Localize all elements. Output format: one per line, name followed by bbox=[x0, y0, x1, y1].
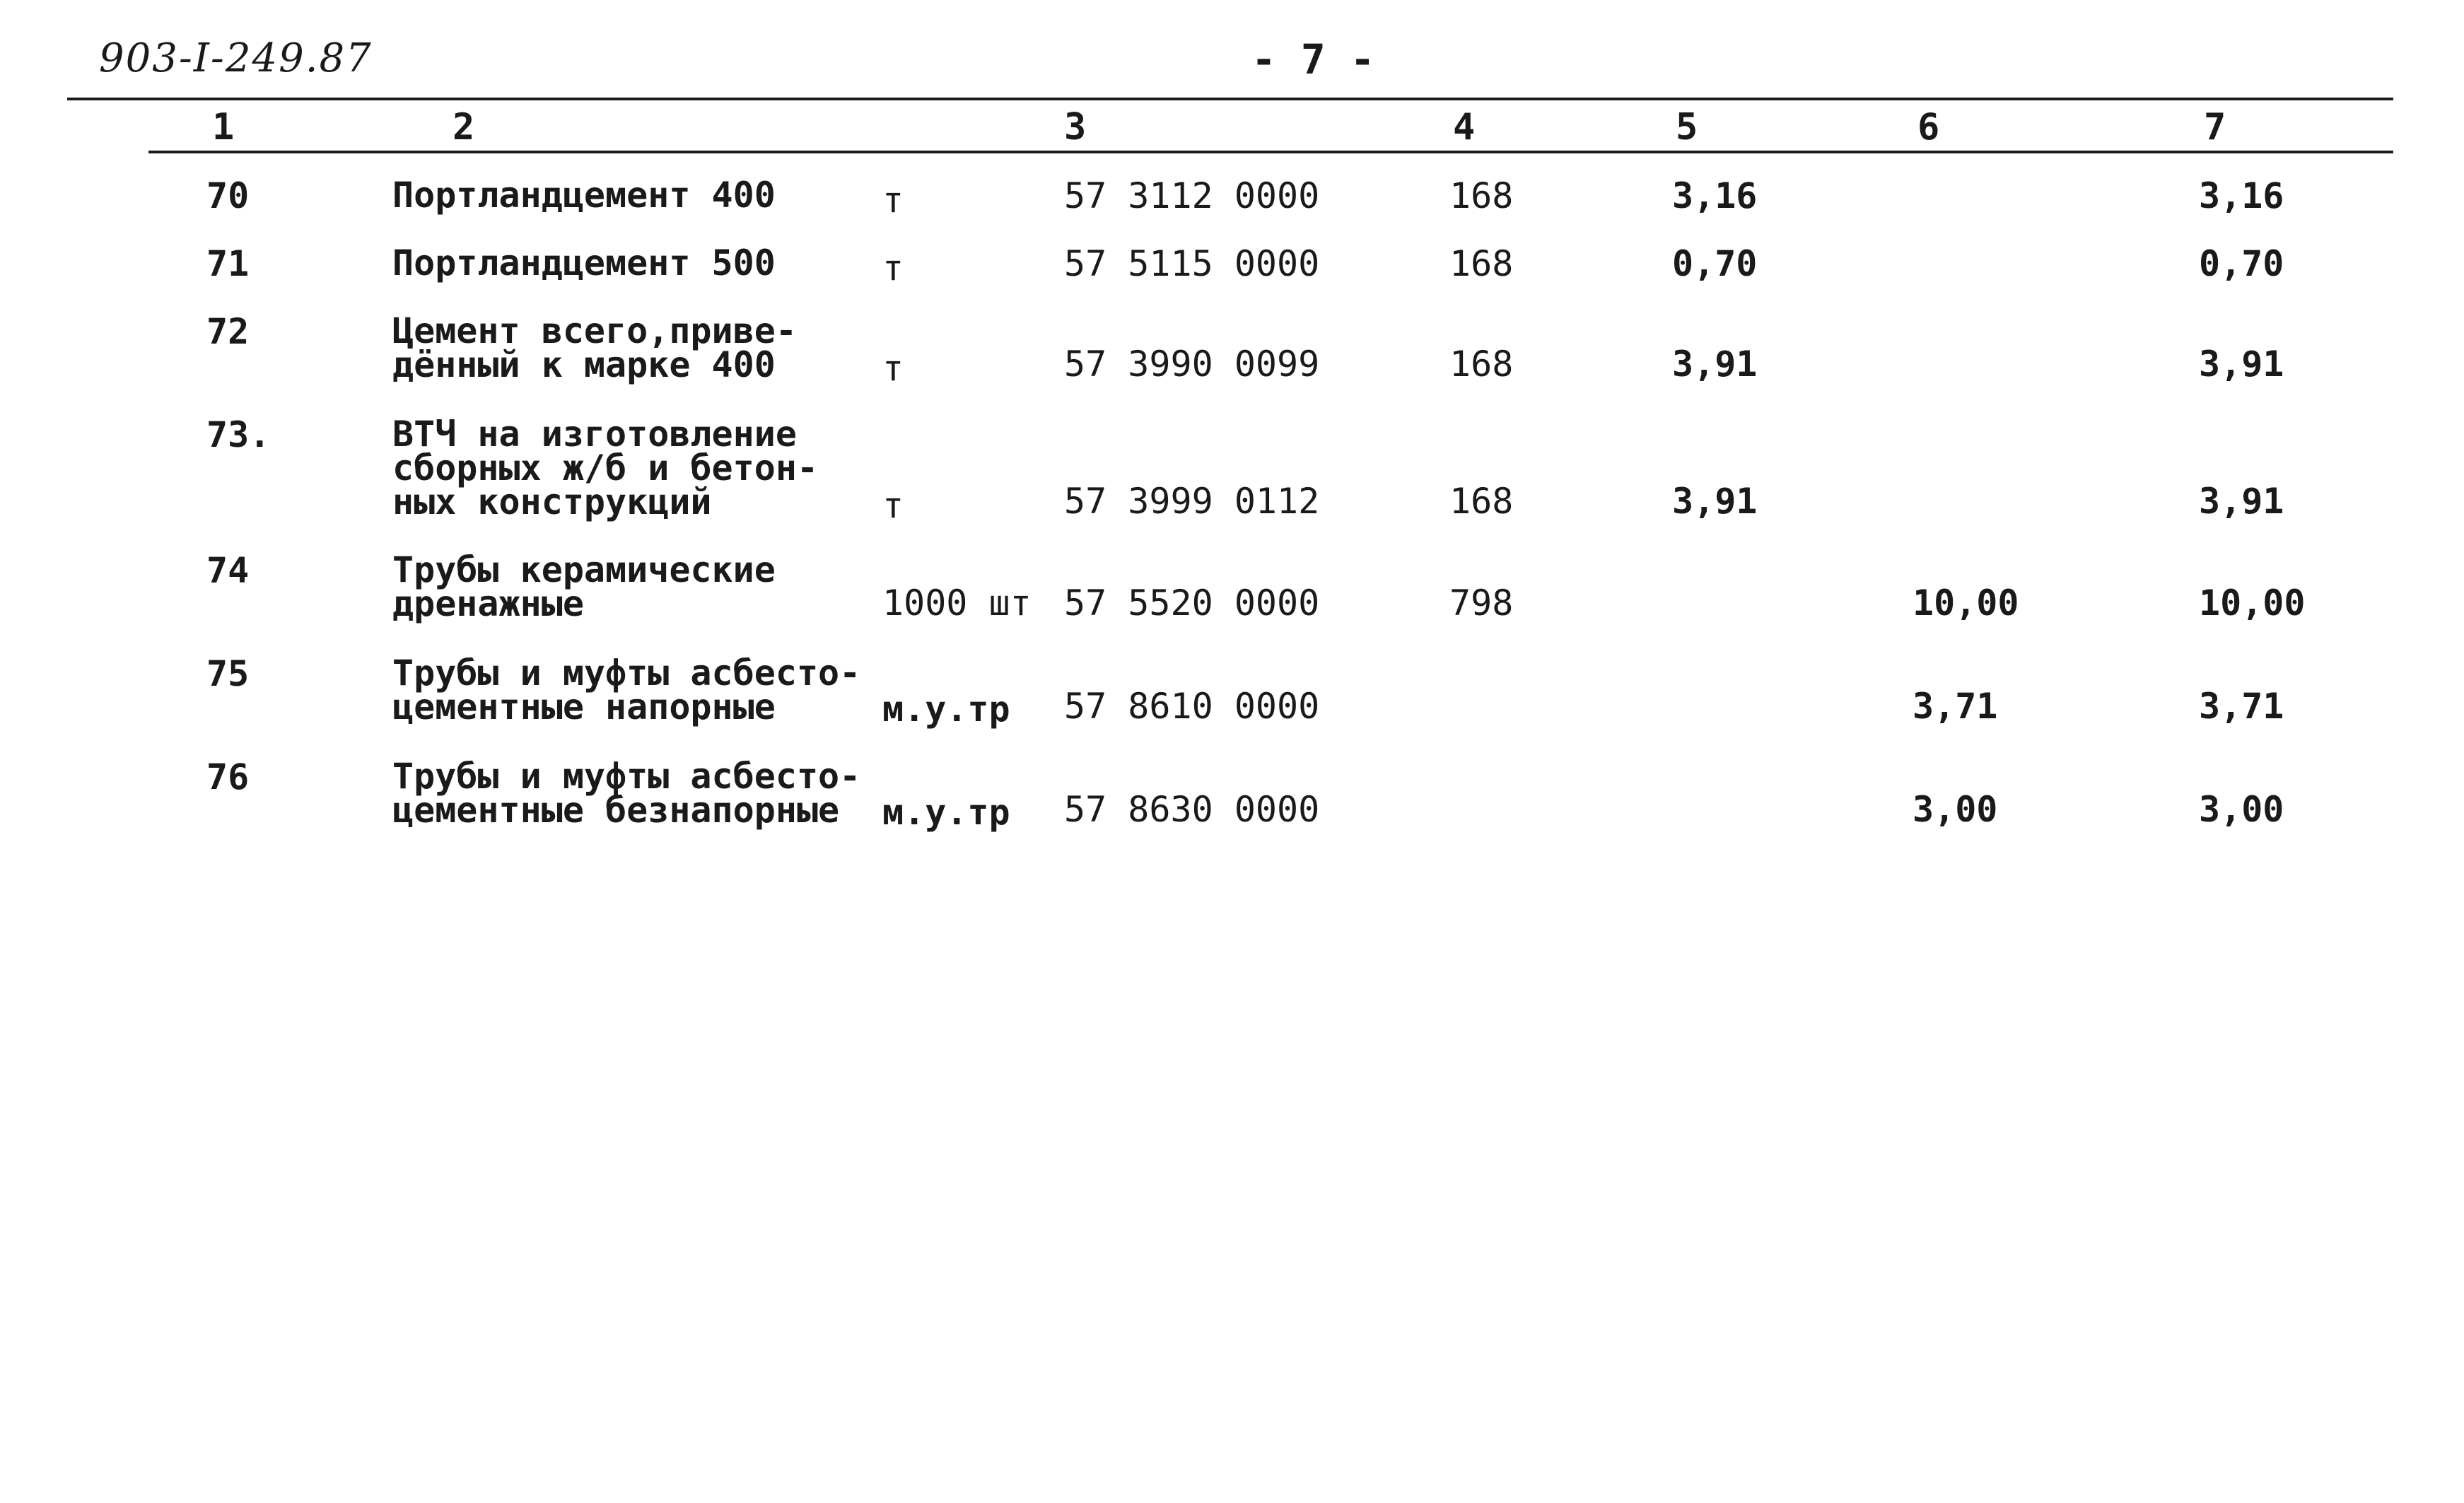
col7-value: 3,71 bbox=[2199, 686, 2284, 727]
unit: м.у.тр bbox=[882, 792, 1010, 833]
row-number: 70 bbox=[206, 175, 250, 216]
col7-value: 3,91 bbox=[2199, 481, 2284, 522]
page-number: - 7 - bbox=[1251, 35, 1375, 83]
col7-value: 0,70 bbox=[2199, 243, 2284, 284]
col5-value: 3,91 bbox=[1672, 481, 1758, 522]
col4-value: 168 bbox=[1449, 481, 1514, 522]
row-number: 74 bbox=[206, 550, 250, 591]
col5-value: 0,70 bbox=[1672, 243, 1758, 284]
unit: 1000 шт bbox=[882, 583, 1032, 624]
material-name-line: цементные напорные bbox=[392, 686, 776, 727]
material-name-line: Трубы и муфты асбесто- bbox=[392, 653, 861, 694]
col4-value: 798 bbox=[1449, 583, 1514, 624]
material-name-line: Трубы и муфты асбесто- bbox=[392, 756, 861, 797]
material-name-line: Портландцемент 400 bbox=[392, 175, 776, 216]
product-code: 57 5520 0000 bbox=[1064, 583, 1320, 624]
material-name bbox=[392, 756, 887, 831]
material-name-line: дренажные bbox=[392, 583, 584, 624]
column-header-4: 4 bbox=[1453, 106, 1476, 148]
product-code: 57 3999 0112 bbox=[1064, 481, 1320, 522]
col6-value: 3,00 bbox=[1913, 789, 1998, 830]
unit: т bbox=[882, 348, 904, 389]
material-name-line: Портландцемент 500 bbox=[392, 242, 776, 283]
unit: т bbox=[882, 180, 904, 221]
column-header-3: 3 bbox=[1064, 106, 1087, 148]
material-name bbox=[392, 653, 887, 727]
col6-value: 10,00 bbox=[1913, 583, 2019, 624]
column-header-7: 7 bbox=[2204, 106, 2226, 148]
top-rule bbox=[67, 98, 2393, 100]
material-name bbox=[392, 549, 859, 624]
col4-value: 168 bbox=[1449, 243, 1514, 284]
column-header-2: 2 bbox=[452, 106, 475, 148]
material-name-line: цементные безнапорные bbox=[392, 790, 840, 831]
material-name-line: Цемент всего,приве- bbox=[392, 310, 797, 351]
row-number: 71 bbox=[206, 243, 250, 284]
column-header-5: 5 bbox=[1676, 106, 1698, 148]
col6-value: 3,71 bbox=[1913, 686, 1998, 727]
row-number: 75 bbox=[206, 653, 250, 694]
material-name-line: Трубы керамические bbox=[392, 549, 776, 590]
header-rule bbox=[148, 151, 2393, 153]
material-name bbox=[392, 175, 859, 216]
row-number: 76 bbox=[206, 756, 250, 797]
col7-value: 3,16 bbox=[2199, 175, 2284, 216]
column-header-6: 6 bbox=[1917, 106, 1940, 148]
material-name bbox=[392, 310, 859, 385]
material-name-line: сборных ж/б и бетон- bbox=[392, 448, 819, 489]
material-name-line: ВТЧ на изготовление bbox=[392, 414, 797, 455]
row-number: 73. bbox=[206, 414, 271, 455]
product-code: 57 8610 0000 bbox=[1064, 686, 1320, 727]
col4-value: 168 bbox=[1449, 344, 1514, 385]
material-name bbox=[392, 242, 859, 283]
col7-value: 10,00 bbox=[2199, 583, 2306, 624]
col5-value: 3,91 bbox=[1672, 344, 1758, 385]
product-code: 57 3112 0000 bbox=[1064, 175, 1320, 216]
document-code: 903-I-249.87 bbox=[99, 35, 373, 81]
col4-value: 168 bbox=[1449, 175, 1514, 216]
col7-value: 3,91 bbox=[2199, 344, 2284, 385]
unit: т bbox=[882, 247, 904, 288]
column-header-1: 1 bbox=[212, 106, 235, 148]
material-name bbox=[392, 414, 859, 522]
material-name-line: дённый к марке 400 bbox=[392, 344, 776, 385]
col7-value: 3,00 bbox=[2199, 789, 2284, 830]
material-name-line: ных конструкций bbox=[392, 481, 712, 522]
product-code: 57 5115 0000 bbox=[1064, 243, 1320, 284]
product-code: 57 8630 0000 bbox=[1064, 789, 1320, 830]
product-code: 57 3990 0099 bbox=[1064, 344, 1320, 385]
col5-value: 3,16 bbox=[1672, 175, 1758, 216]
unit: т bbox=[882, 485, 904, 526]
row-number: 72 bbox=[206, 311, 250, 352]
unit: м.у.тр bbox=[882, 689, 1010, 730]
